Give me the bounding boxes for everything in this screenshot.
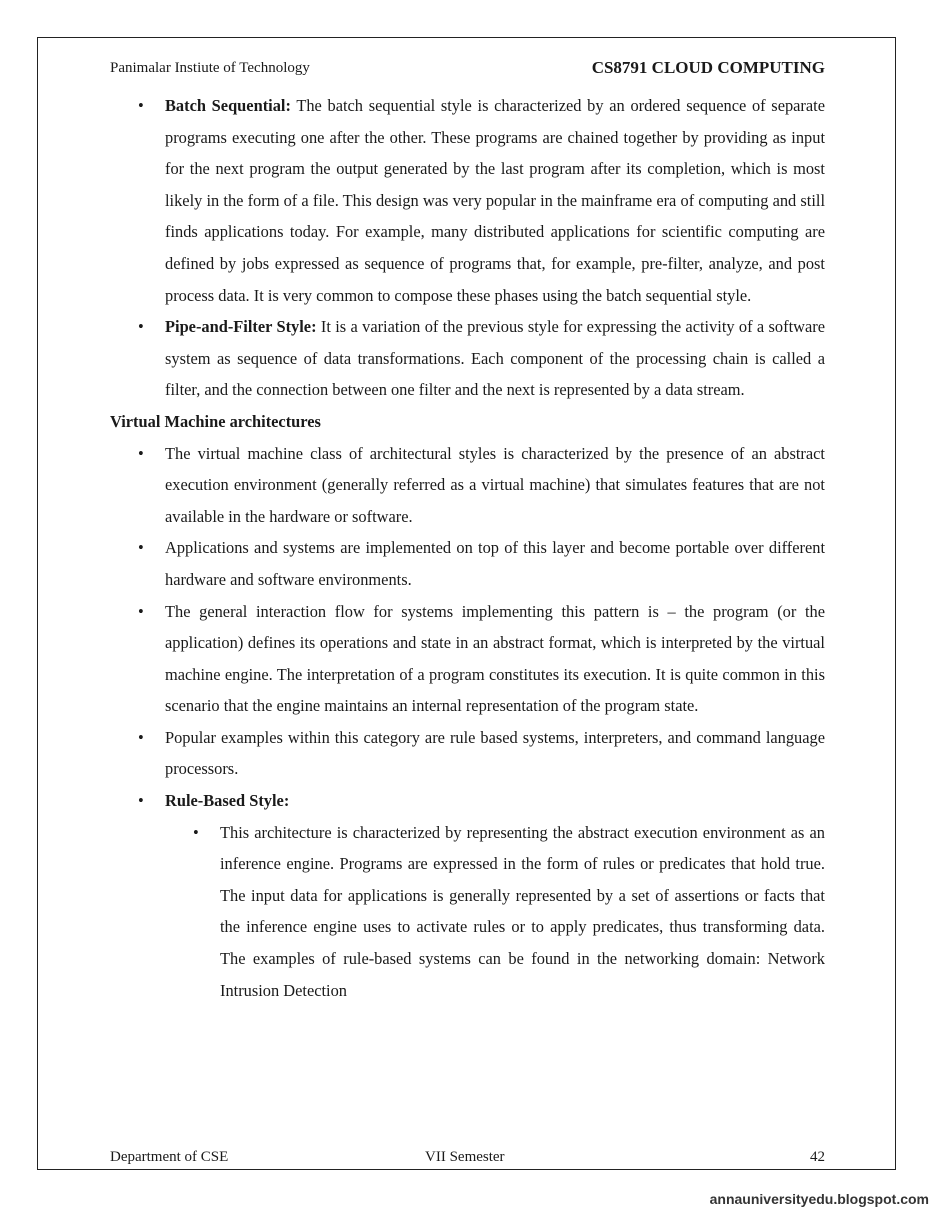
list-item-text: Applications and systems are implemented on top of this layer and become portable over different hardware and software environments. bbox=[165, 538, 825, 589]
course-title: CS8791 CLOUD COMPUTING bbox=[591, 58, 825, 77]
list-item-text: Popular examples within this category are rule based systems, interpreters, and command language processors. bbox=[165, 727, 825, 779]
rule-based-text: This architecture is characterized by representing the abstract execution environment as an inference engine. Programs are expressed in the form of rules or predicates that hold true. The input data for applications is generally represented by a set of assertions or facts that the inference engine uses to activate rules or to apply predicates, thus transforming data. The examples of rule-based systems can be found in the networking domain: Network Intrusion Detection bbox=[220, 822, 825, 1000]
page-content bbox=[110, 90, 825, 1006]
list-item bbox=[110, 532, 825, 595]
list-item bbox=[110, 438, 825, 533]
list-item bbox=[110, 596, 825, 722]
bullet: • bbox=[138, 317, 144, 337]
semester: VII Semester bbox=[425, 1149, 505, 1165]
bullet: • bbox=[138, 727, 144, 747]
term-rule-based-style: Rule-Based Style: bbox=[165, 791, 290, 811]
page-header bbox=[110, 58, 825, 80]
list-item-rule-based-style bbox=[110, 785, 825, 817]
list-item-text: The virtual machine class of architectural styles is characterized by the presence of an abstract execution environment (generally referred as a virtual machine) that simulates features that are not available in the hardware or software. bbox=[165, 443, 825, 526]
term-pipe-and-filter: Pipe-and-Filter Style: bbox=[165, 317, 317, 337]
batch-sequential-text: The batch sequential style is characterized by an ordered sequence of separate programs executing one after the other. These programs are chained together by providing as input for the next program the output generated by the last program after its completion, which is most likely in the form of a file. This design was very popular in the mainframe era of computing and still finds applications today. For example, many distributed applications for scientific computing are defined by jobs expressed as sequence of programs that, for example, pre-filter, analyze, and post process data. It is very common to compose these phases using the batch sequential style. bbox=[165, 96, 825, 305]
list-item-batch-sequential bbox=[110, 90, 825, 311]
pipe-and-filter-text: It is a variation of the previous style for expressing the activity of a software system as sequence of data transformations. Each component of the processing chain is called a filter, and the connection between one filter and the next is represented by a data stream. bbox=[165, 317, 825, 400]
department: Department of CSE bbox=[110, 1149, 229, 1165]
list-item-text: The general interaction flow for systems implementing this pattern is – the program (or the application) defines its operations and state in an abstract format, which is interpreted by the virtual machine engine. The interpretation of a program constitutes its execution. It is quite common in this scenario that the engine maintains an internal representation of the program state. bbox=[165, 601, 825, 716]
bullet: • bbox=[138, 538, 144, 558]
bullet: • bbox=[138, 96, 144, 115]
bullet: • bbox=[138, 443, 144, 463]
sub-list-item-rule-based bbox=[110, 817, 825, 1007]
term-batch-sequential: Batch Sequential: bbox=[165, 96, 291, 115]
list-item-pipe-and-filter bbox=[110, 311, 825, 406]
page-footer bbox=[110, 1149, 825, 1169]
watermark-url: annauniversityedu.blogspot.com bbox=[709, 1191, 929, 1207]
list-item bbox=[110, 722, 825, 785]
page-number: 42 bbox=[810, 1149, 825, 1165]
section-heading-virtual-machine: Virtual Machine architectures bbox=[110, 411, 321, 431]
bullet: • bbox=[193, 822, 199, 842]
bullet: • bbox=[138, 601, 144, 621]
bullet: • bbox=[138, 791, 144, 811]
institute-name: Panimalar Instiute of Technology bbox=[110, 60, 310, 76]
